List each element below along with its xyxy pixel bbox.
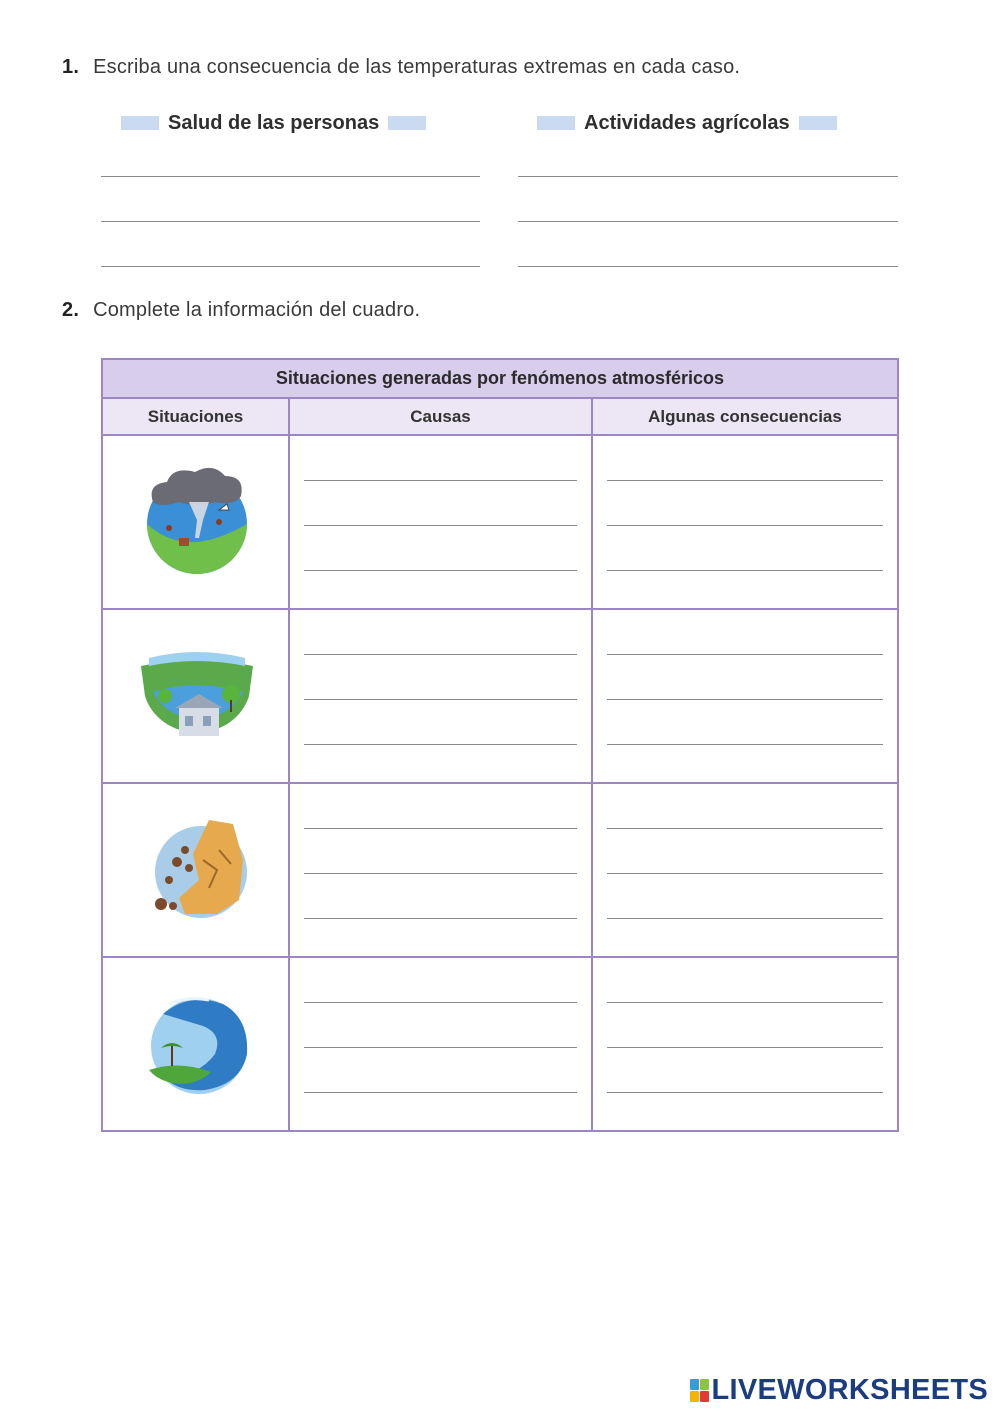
answer-line-agricolas-1[interactable] [518, 176, 898, 177]
tornado-storm-icon [139, 462, 255, 578]
liveworksheets-icon [690, 1379, 709, 1402]
answer-line[interactable] [304, 918, 577, 919]
question-2-number: 2. [62, 299, 80, 321]
answer-line[interactable] [607, 525, 883, 526]
label-bar-decoration [121, 116, 159, 130]
causes-cell[interactable] [289, 783, 592, 957]
answer-line[interactable] [304, 699, 577, 700]
answer-line[interactable] [304, 480, 577, 481]
liveworksheets-logo [690, 1374, 989, 1407]
table-title: Situaciones generadas por fenómenos atmosféricos [102, 359, 898, 398]
question-2 [62, 299, 420, 322]
situation-cell [102, 609, 289, 783]
header-consecuencias: Algunas consecuencias [592, 398, 898, 435]
landslide-icon [139, 810, 255, 926]
answer-line[interactable] [607, 873, 883, 874]
consequences-cell[interactable] [592, 609, 898, 783]
situation-cell [102, 435, 289, 609]
answer-line[interactable] [607, 918, 883, 919]
label-bar-decoration [388, 116, 426, 130]
answer-line-salud-1[interactable] [101, 176, 480, 177]
answer-line[interactable] [304, 1047, 577, 1048]
situation-cell [102, 783, 289, 957]
answer-line[interactable] [304, 873, 577, 874]
tsunami-wave-icon [139, 984, 255, 1100]
question-1 [62, 56, 740, 79]
column-heading-salud-text: Salud de las personas [168, 111, 380, 134]
question-1-number: 1. [62, 56, 80, 78]
consequences-cell[interactable] [592, 435, 898, 609]
situation-cell [102, 957, 289, 1131]
answer-line-salud-3[interactable] [101, 266, 480, 267]
table-row [102, 435, 898, 609]
answer-line[interactable] [607, 480, 883, 481]
column-heading-salud [121, 110, 426, 136]
answer-line[interactable] [607, 1092, 883, 1093]
answer-line[interactable] [607, 744, 883, 745]
causes-cell[interactable] [289, 957, 592, 1131]
situations-table [101, 358, 899, 1132]
table-row [102, 957, 898, 1131]
answer-line[interactable] [607, 699, 883, 700]
brand-name: LIVEWORKSHEETS [711, 1374, 988, 1406]
consequences-cell[interactable] [592, 783, 898, 957]
flood-icon [139, 636, 255, 752]
answer-line[interactable] [607, 1047, 883, 1048]
answer-line[interactable] [607, 570, 883, 571]
answer-line[interactable] [304, 525, 577, 526]
answer-line-salud-2[interactable] [101, 221, 480, 222]
column-heading-agricolas-text: Actividades agrícolas [584, 111, 790, 134]
label-bar-decoration [799, 116, 837, 130]
answer-line[interactable] [607, 828, 883, 829]
answer-line[interactable] [304, 1092, 577, 1093]
question-1-text: Escriba una consecuencia de las temperaturas extremas en cada caso. [93, 56, 741, 78]
answer-line[interactable] [304, 654, 577, 655]
answer-line-agricolas-2[interactable] [518, 221, 898, 222]
question-2-text: Complete la información del cuadro. [93, 299, 421, 321]
causes-cell[interactable] [289, 609, 592, 783]
header-causas: Causas [289, 398, 592, 435]
table-row [102, 783, 898, 957]
header-situaciones: Situaciones [102, 398, 289, 435]
answer-line[interactable] [607, 654, 883, 655]
label-bar-decoration [537, 116, 575, 130]
answer-line[interactable] [304, 570, 577, 571]
answer-line[interactable] [304, 828, 577, 829]
answer-line-agricolas-3[interactable] [518, 266, 898, 267]
consequences-cell[interactable] [592, 957, 898, 1131]
column-heading-agricolas [537, 110, 837, 136]
table-row [102, 609, 898, 783]
answer-line[interactable] [304, 744, 577, 745]
causes-cell[interactable] [289, 435, 592, 609]
answer-line[interactable] [304, 1002, 577, 1003]
answer-line[interactable] [607, 1002, 883, 1003]
